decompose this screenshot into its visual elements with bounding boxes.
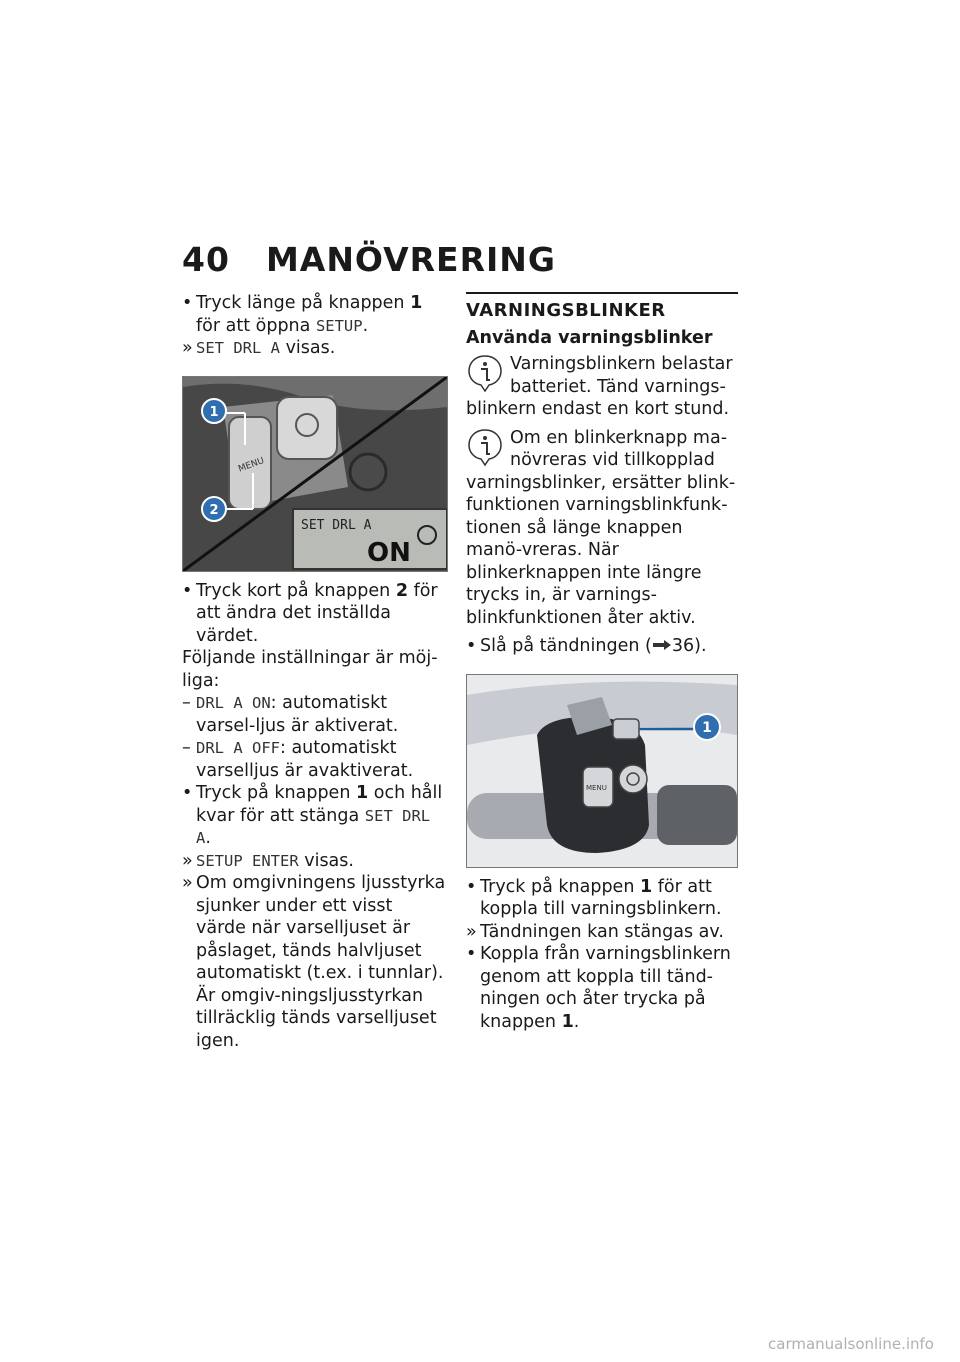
bullet-item: • Slå på tändningen ( 36).: [466, 636, 707, 656]
control-illustration: [183, 377, 447, 571]
dash-marker: –: [182, 738, 191, 758]
result-item: » SETUP ENTER visas.: [182, 850, 354, 871]
bullet-item: • Tryck på knappen 1 för att koppla till varningsblinkern.: [466, 876, 722, 919]
info-icon: [466, 427, 504, 467]
svg-text:1: 1: [702, 719, 712, 736]
right-column: [466, 292, 738, 1033]
paragraph: Följande inställningar är möj-liga:: [182, 648, 438, 691]
svg-text:2: 2: [209, 502, 219, 518]
menu-label: MENU: [237, 455, 266, 475]
lcd-on-text: ON: [367, 537, 411, 568]
handlebar-switch-photo: [466, 674, 738, 868]
bullet-marker: •: [466, 636, 477, 656]
subsection-title: Använda varningsblinker: [466, 327, 713, 348]
result-item: » SET DRL A visas.: [182, 338, 336, 358]
note-text: Om en blinkerknapp ma-növreras vid tillkopplad varningsblinker, ersätter blink-funktionen varningsblinkfunk-tionen så länge knappen manö-vreras. När blinkerknappen inte längre trycks in, är varnings-blinkfunktionen åter aktiv.: [466, 427, 736, 628]
handlebar-control-photo: [182, 376, 448, 572]
page-ref-arrow-icon: [652, 639, 672, 651]
info-note: [466, 427, 738, 630]
result-marker: »: [182, 850, 193, 871]
result-marker: »: [466, 921, 477, 942]
bullet-item: • Tryck kort på knappen 2 för att ändra det inställda värdet.: [182, 580, 438, 646]
left-column: [182, 292, 446, 1052]
result-marker: »: [182, 338, 193, 358]
svg-text:1: 1: [209, 404, 219, 420]
info-icon: [466, 353, 504, 393]
bullet-marker: •: [182, 783, 193, 803]
bullet-marker: •: [182, 580, 193, 601]
dash-marker: –: [182, 693, 191, 713]
page-number: 40: [182, 240, 230, 279]
page-title: MANÖVRERING: [265, 240, 556, 279]
result-marker: »: [182, 873, 193, 893]
bullet-item: • Koppla från varningsblinkern genom att koppla till tänd-ningen och åter trycka på knappen 1.: [466, 944, 731, 1032]
watermark: carmanualsonline.info: [768, 1335, 934, 1353]
result-item: » Om omgivningens ljusstyrka sjunker under ett visst värde när varselljuset är påslaget, tänds halvljuset automatiskt (t.ex. i tunnlar). Är omgiv-ningsljusstyrkan tillräcklig tänds varselljuset igen.: [182, 873, 446, 1051]
bullet-item: • Tryck länge på knappen 1 för att öppna SETUP.: [182, 293, 423, 336]
menu-label: MENU: [586, 783, 607, 792]
info-note: [466, 353, 738, 421]
bullet-marker: •: [466, 876, 477, 897]
page-reference[interactable]: 36: [671, 636, 695, 656]
note-text: Varningsblinkern belastar batteriet. Tänd varnings-blinkern endast en kort stund.: [466, 354, 733, 419]
result-item: » Tändningen kan stängas av.: [466, 921, 724, 942]
dash-item: – DRL A OFF: automatiskt varselljus är avaktiverat.: [182, 738, 414, 781]
switch-illustration: [467, 675, 737, 867]
page-header: [182, 240, 556, 279]
bullet-marker: •: [182, 293, 193, 313]
section-title: VARNINGSBLINKER: [466, 292, 738, 323]
dash-item: – DRL A ON: automatiskt varsel-ljus är aktiverat.: [182, 693, 399, 736]
lcd-top-text: SET DRL A: [301, 517, 372, 533]
bullet-marker: •: [466, 944, 477, 964]
bullet-item: • Tryck på knappen 1 och håll kvar för att stänga SET DRL A.: [182, 783, 443, 848]
